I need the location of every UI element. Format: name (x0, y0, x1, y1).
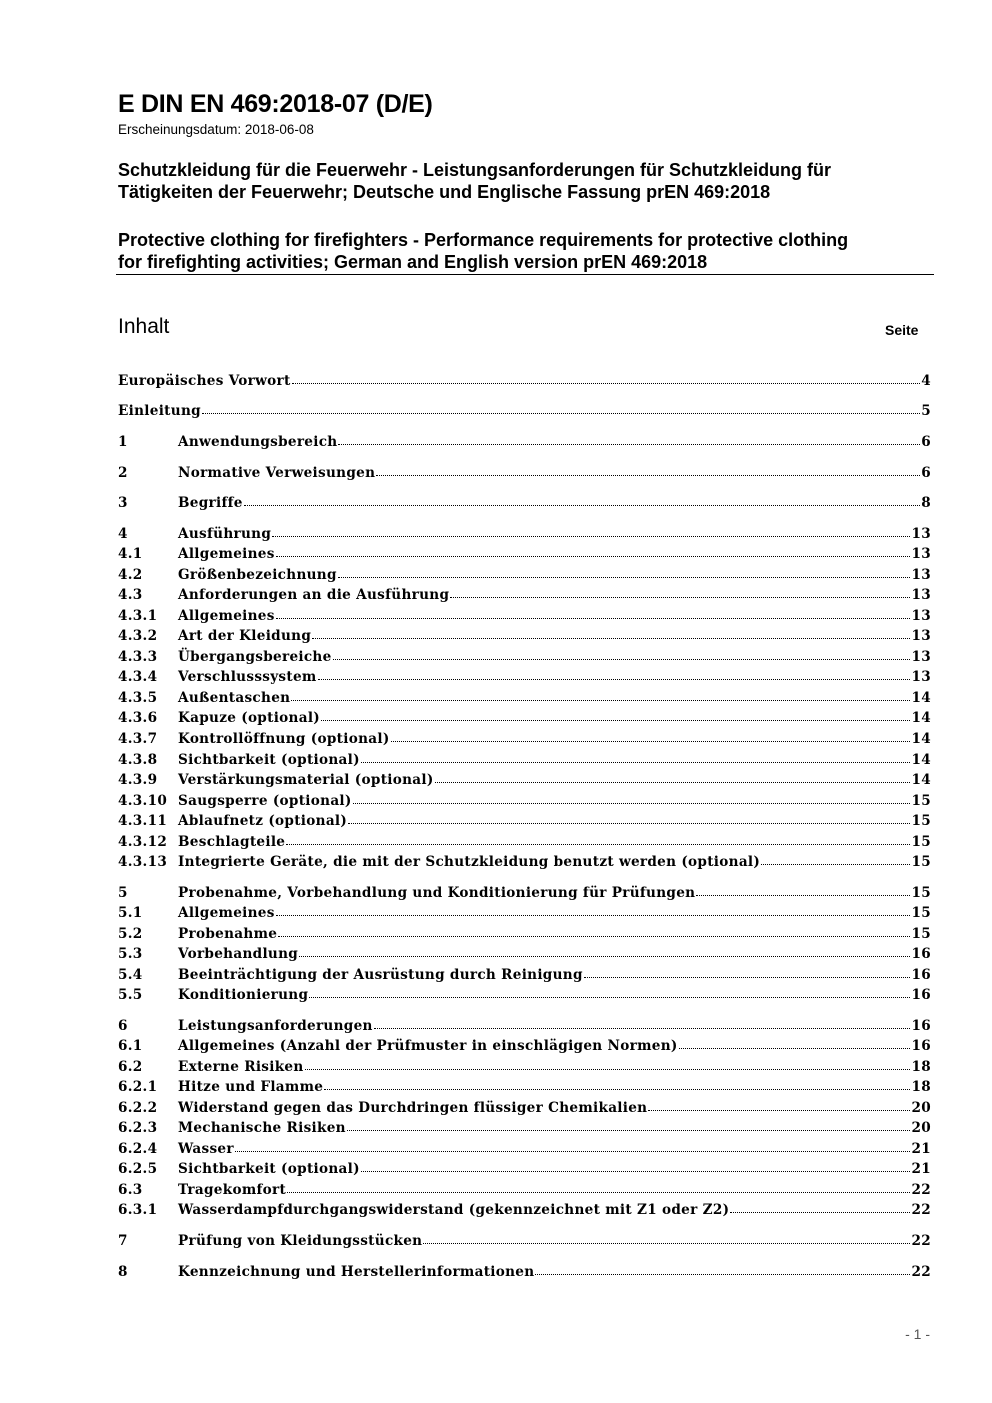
toc-leader-dots (309, 987, 910, 998)
toc-entry-label: Allgemeines (178, 905, 275, 921)
toc-entry-number: 4.3.2 (118, 628, 158, 644)
toc-entry[interactable] (118, 465, 931, 485)
toc-leader-dots (338, 567, 911, 578)
toc-entry[interactable] (118, 434, 931, 454)
toc-entry-label: Konditionierung (178, 987, 309, 1003)
toc-entry[interactable] (118, 772, 931, 792)
toc-entry[interactable] (118, 967, 931, 987)
toc-entry-label: Vorbehandlung (178, 946, 299, 962)
toc-leader-dots (761, 854, 910, 865)
toc-entry-number: 4.3.1 (118, 608, 158, 624)
toc-entry[interactable] (118, 526, 931, 546)
toc-entry-page: 4 (921, 373, 931, 389)
toc-entry[interactable] (118, 1161, 931, 1181)
toc-leader-dots (287, 1182, 910, 1193)
toc-entry[interactable] (118, 987, 931, 1007)
toc-entry-number: 6.2.1 (118, 1079, 158, 1095)
toc-entry[interactable] (118, 1038, 931, 1058)
toc-entry-page: 14 (911, 772, 931, 788)
toc-entry-label: Übergangsbereiche (178, 649, 332, 665)
english-title-line-2: for firefighting activities; German and English version prEN 469:2018 (118, 252, 708, 272)
toc-entry-number: 6.2 (118, 1059, 143, 1075)
toc-entry-number: 5 (118, 885, 128, 901)
toc-entry-number: 5.3 (118, 946, 143, 962)
toc-entry-number: 4.3.11 (118, 813, 168, 829)
document-title: E DIN EN 469:2018-07 (D/E) (118, 90, 433, 118)
toc-entry[interactable] (118, 905, 931, 925)
toc-entry-number: 1 (118, 434, 128, 450)
toc-entry-page: 22 (911, 1233, 931, 1249)
toc-entry[interactable] (118, 710, 931, 730)
toc-entry[interactable] (118, 628, 931, 648)
toc-entry[interactable] (118, 813, 931, 833)
toc-entry-number: 2 (118, 465, 128, 481)
toc-entry-page: 13 (911, 608, 931, 624)
toc-entry-number: 6.3 (118, 1182, 143, 1198)
toc-entry-number: 3 (118, 495, 128, 511)
toc-leader-dots (291, 690, 910, 701)
toc-entry-page: 16 (911, 946, 931, 962)
toc-entry[interactable] (118, 546, 931, 566)
toc-entry-page: 5 (921, 403, 931, 419)
toc-leader-dots (348, 813, 910, 824)
toc-entry[interactable] (118, 1202, 931, 1222)
toc-entry-page: 6 (921, 434, 931, 450)
toc-entry-number: 6.2.4 (118, 1141, 158, 1157)
toc-entry[interactable] (118, 926, 931, 946)
toc-entry-label: Einleitung (118, 403, 201, 419)
toc-entry-number: 5.2 (118, 926, 143, 942)
toc-entry[interactable] (118, 495, 931, 515)
toc-leader-dots (333, 649, 911, 660)
toc-entry-number: 6.2.2 (118, 1100, 158, 1116)
toc-leader-dots (299, 946, 910, 957)
toc-leader-dots (312, 628, 910, 639)
toc-entry[interactable] (118, 1100, 931, 1120)
toc-leader-dots (353, 793, 911, 804)
toc-entry-label: Kennzeichnung und Herstellerinformationen (178, 1264, 535, 1280)
toc-entry[interactable] (118, 567, 931, 587)
toc-entry-number: 4.1 (118, 546, 143, 562)
toc-leader-dots (648, 1100, 910, 1111)
toc-entry[interactable] (118, 1079, 931, 1099)
toc-leader-dots (679, 1038, 911, 1049)
publication-date: Erscheinungsdatum: 2018-06-08 (118, 122, 314, 137)
title-divider (116, 274, 934, 275)
toc-entry-page: 16 (911, 987, 931, 1003)
toc-entry[interactable] (118, 1233, 931, 1253)
toc-entry[interactable] (118, 834, 931, 854)
toc-leader-dots (286, 834, 910, 845)
toc-entry-label: Beeinträchtigung der Ausrüstung durch Reinigung (178, 967, 583, 983)
toc-leader-dots (305, 1059, 911, 1070)
toc-leader-dots (730, 1202, 910, 1213)
toc-entry-number: 7 (118, 1233, 128, 1249)
toc-leader-dots (435, 772, 911, 783)
toc-entry-number: 6 (118, 1018, 128, 1034)
toc-entry[interactable] (118, 690, 931, 710)
toc-leader-dots (450, 587, 910, 598)
toc-leader-dots (324, 1079, 910, 1090)
toc-leader-dots (584, 967, 911, 978)
toc-leader-dots (423, 1233, 910, 1244)
toc-entry-number: 4.3.10 (118, 793, 168, 809)
toc-heading: Inhalt (118, 315, 170, 338)
toc-entry-label: Probenahme (178, 926, 278, 942)
german-title-line-2: Tätigkeiten der Feuerwehr; Deutsche und Englische Fassung prEN 469:2018 (118, 182, 771, 202)
toc-entry-page: 21 (911, 1161, 931, 1177)
toc-entry-label: Prüfung von Kleidungsstücken (178, 1233, 423, 1249)
toc-entry-label: Europäisches Vorwort (118, 373, 291, 389)
toc-entry[interactable] (118, 752, 931, 772)
toc-entry-page: 16 (911, 1018, 931, 1034)
toc-entry-label: Allgemeines (178, 608, 275, 624)
toc-entry-number: 4.3.9 (118, 772, 158, 788)
toc-entry-label: Hitze und Flamme (178, 1079, 324, 1095)
toc-leader-dots (292, 373, 921, 384)
toc-entry-label: Begriffe (178, 495, 243, 511)
toc-entry-page: 6 (921, 465, 931, 481)
toc-leader-dots (244, 495, 921, 506)
toc-entry-label: Wasser (178, 1141, 234, 1157)
toc-leader-dots (235, 1141, 911, 1152)
toc-leader-dots (696, 885, 910, 896)
toc-entry-label: Integrierte Geräte, die mit der Schutzkleidung benutzt werden (optional) (178, 854, 761, 870)
toc-entry[interactable] (118, 1182, 931, 1202)
toc-leader-dots (276, 608, 911, 619)
toc-entry-page: 13 (911, 546, 931, 562)
page-number: - 1 - (905, 1326, 930, 1342)
toc-entry-label: Art der Kleidung (178, 628, 312, 644)
toc-entry-page: 14 (911, 731, 931, 747)
toc-entry-page: 13 (911, 567, 931, 583)
toc-entry-label: Widerstand gegen das Durchdringen flüssiger Chemikalien (178, 1100, 648, 1116)
toc-entry-page: 15 (911, 834, 931, 850)
toc-entry-page: 21 (911, 1141, 931, 1157)
toc-entry-page: 13 (911, 587, 931, 603)
english-title (118, 229, 848, 273)
toc-entry[interactable] (118, 669, 931, 689)
toc-entry-label: Ablaufnetz (optional) (178, 813, 348, 829)
toc-entry-page: 20 (911, 1100, 931, 1116)
toc-entry-page: 22 (911, 1264, 931, 1280)
toc-leader-dots (376, 465, 920, 476)
toc-entry[interactable] (118, 885, 931, 905)
toc-entry[interactable] (118, 1059, 931, 1079)
toc-leader-dots (391, 731, 911, 742)
toc-entry-page: 15 (911, 885, 931, 901)
toc-entry-page: 13 (911, 649, 931, 665)
toc-entry-number: 4.3 (118, 587, 143, 603)
toc-entry-page: 18 (911, 1079, 931, 1095)
toc-entry[interactable] (118, 793, 931, 813)
english-title-line-1: Protective clothing for firefighters - Performance requirements for protective clothing (118, 230, 849, 250)
toc-leader-dots (318, 669, 911, 680)
toc-entry-label: Allgemeines (178, 546, 275, 562)
toc-entry-page: 20 (911, 1120, 931, 1136)
toc-entry[interactable] (118, 608, 931, 628)
toc-entry-label: Außentaschen (178, 690, 291, 706)
toc-entry-label: Saugsperre (optional) (178, 793, 352, 809)
toc-entry[interactable] (118, 587, 931, 607)
toc-entry-number: 6.3.1 (118, 1202, 158, 1218)
toc-entry-label: Kapuze (optional) (178, 710, 321, 726)
toc-leader-dots (321, 710, 910, 721)
german-title-line-1: Schutzkleidung für die Feuerwehr - Leistungsanforderungen für Schutzkleidung für (118, 160, 832, 180)
toc-entry[interactable] (118, 1141, 931, 1161)
toc-entry-number: 4.3.3 (118, 649, 158, 665)
toc-leader-dots (202, 403, 920, 414)
toc-entry-label: Normative Verweisungen (178, 465, 376, 481)
toc-entry-label: Verschlusssystem (178, 669, 317, 685)
toc-entry[interactable] (118, 1018, 931, 1038)
toc-leader-dots (278, 926, 910, 937)
toc-entry-page: 15 (911, 793, 931, 809)
toc-entry-label: Tragekomfort (178, 1182, 287, 1198)
toc-entry-page: 18 (911, 1059, 931, 1075)
toc-entry-number: 4.3.4 (118, 669, 158, 685)
toc-entry-number: 4.3.5 (118, 690, 158, 706)
toc-entry-page: 15 (911, 905, 931, 921)
toc-leader-dots (361, 752, 911, 763)
toc-entry[interactable] (118, 854, 931, 874)
toc-entry-label: Sichtbarkeit (optional) (178, 752, 360, 768)
toc-entry-label: Anwendungsbereich (178, 434, 338, 450)
toc-entry-page: 16 (911, 1038, 931, 1054)
toc-entry-label: Ausführung (178, 526, 272, 542)
toc-entry-number: 4.3.8 (118, 752, 158, 768)
toc-leader-dots (338, 434, 920, 445)
toc-entry-label: Externe Risiken (178, 1059, 304, 1075)
toc-entry-page: 15 (911, 854, 931, 870)
toc-entry-page: 22 (911, 1202, 931, 1218)
toc-entry-page: 15 (911, 813, 931, 829)
page-column-label: Seite (885, 322, 919, 338)
toc-entry-number: 5.5 (118, 987, 143, 1003)
toc-entry-label: Allgemeines (Anzahl der Prüfmuster in einschlägigen Normen) (178, 1038, 678, 1054)
german-title (118, 159, 831, 203)
toc-entry-number: 4.3.13 (118, 854, 168, 870)
toc-entry-page: 16 (911, 967, 931, 983)
toc-leader-dots (347, 1120, 911, 1131)
toc-entry-label: Mechanische Risiken (178, 1120, 346, 1136)
toc-entry-label: Leistungsanforderungen (178, 1018, 373, 1034)
toc-entry[interactable] (118, 1264, 931, 1284)
toc-entry-page: 14 (911, 752, 931, 768)
toc-entry-label: Sichtbarkeit (optional) (178, 1161, 360, 1177)
toc-entry-number: 5.4 (118, 967, 143, 983)
toc-leader-dots (361, 1161, 911, 1172)
toc-entry-number: 4 (118, 526, 128, 542)
toc-entry-page: 14 (911, 690, 931, 706)
toc-entry[interactable] (118, 1120, 931, 1140)
toc-entry-page: 22 (911, 1182, 931, 1198)
toc-entry-number: 6.1 (118, 1038, 143, 1054)
toc-entry-label: Größenbezeichnung (178, 567, 337, 583)
toc-entry-page: 8 (921, 495, 931, 511)
toc-entry-number: 6.2.5 (118, 1161, 158, 1177)
toc-entry-label: Kontrollöffnung (optional) (178, 731, 390, 747)
toc-leader-dots (276, 905, 911, 916)
toc-entry-page: 15 (911, 926, 931, 942)
toc-entry-page: 13 (911, 628, 931, 644)
toc-entry-page: 13 (911, 669, 931, 685)
toc-leader-dots (276, 546, 911, 557)
toc-entry-number: 6.2.3 (118, 1120, 158, 1136)
toc-entry-number: 4.3.6 (118, 710, 158, 726)
toc-entry-label: Anforderungen an die Ausführung (178, 587, 450, 603)
toc-entry-number: 4.2 (118, 567, 143, 583)
toc-entry-label: Verstärkungsmaterial (optional) (178, 772, 434, 788)
toc-entry[interactable] (118, 731, 931, 751)
toc-entry[interactable] (118, 373, 931, 393)
toc-entry-label: Probenahme, Vorbehandlung und Konditionierung für Prüfungen (178, 885, 696, 901)
toc-entry-number: 8 (118, 1264, 128, 1280)
toc-entry[interactable] (118, 403, 931, 423)
toc-leader-dots (272, 526, 910, 537)
toc-entry-label: Beschlagteile (178, 834, 286, 850)
toc-entry[interactable] (118, 649, 931, 669)
toc-entry-number: 4.3.12 (118, 834, 168, 850)
toc-entry-number: 4.3.7 (118, 731, 158, 747)
toc-leader-dots (535, 1264, 910, 1275)
toc-entry-page: 13 (911, 526, 931, 542)
toc-leader-dots (374, 1018, 911, 1029)
toc-entry-label: Wasserdampfdurchgangswiderstand (gekennzeichnet mit Z1 oder Z2) (178, 1202, 730, 1218)
toc-entry-page: 14 (911, 710, 931, 726)
toc-entry[interactable] (118, 946, 931, 966)
toc-entry-number: 5.1 (118, 905, 143, 921)
